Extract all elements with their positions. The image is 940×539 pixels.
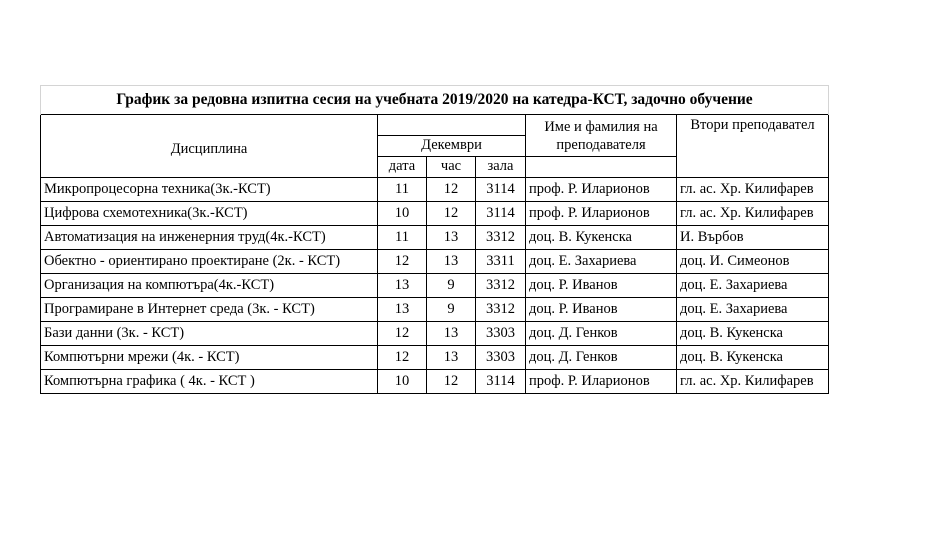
hour-cell: 9 [427, 298, 476, 322]
date-cell: 11 [378, 178, 427, 202]
date-cell: 10 [378, 370, 427, 394]
discipline-cell: Бази данни (3к. - КСТ) [41, 322, 378, 346]
teacher-cell: доц. Д. Генков [526, 322, 677, 346]
table-row [41, 298, 829, 322]
hour-cell: 12 [427, 202, 476, 226]
discipline-cell: Микропроцесорна техника(3к.-КСТ) [41, 178, 378, 202]
header-teacher-line2: преподавателя [556, 137, 646, 154]
header-second-teacher: Втори преподавател [677, 115, 829, 178]
discipline-cell: Програмиране в Интернет среда (3к. - КСТ) [41, 298, 378, 322]
header-discipline: Дисциплина [41, 115, 378, 178]
header-teacher-bottom [526, 157, 677, 178]
schedule-title: График за редовна изпитна сесия на учебната 2019/2020 на катедра-КСТ, задочно обучение [41, 86, 829, 115]
discipline-cell: Организация на компютъра(4к.-КСТ) [41, 274, 378, 298]
room-cell: 3114 [476, 202, 526, 226]
header-date: дата [378, 157, 427, 178]
second-teacher-cell: доц. В. Кукенска [677, 346, 829, 370]
hour-cell: 9 [427, 274, 476, 298]
discipline-cell: Компютърни мрежи (4к. - КСТ) [41, 346, 378, 370]
exam-schedule-table [40, 85, 829, 394]
header-blank-above-month [378, 115, 526, 136]
second-teacher-cell: И. Върбов [677, 226, 829, 250]
second-teacher-cell: гл. ас. Хр. Килифарев [677, 370, 829, 394]
date-cell: 12 [378, 346, 427, 370]
room-cell: 3114 [476, 370, 526, 394]
second-teacher-cell: доц. Е. Захариева [677, 274, 829, 298]
table-row [41, 250, 829, 274]
teacher-cell: доц. Е. Захариева [526, 250, 677, 274]
hour-cell: 13 [427, 250, 476, 274]
room-cell: 3312 [476, 274, 526, 298]
header-month: Декември [378, 136, 526, 157]
header-hour: час [427, 157, 476, 178]
room-cell: 3114 [476, 178, 526, 202]
table-row [41, 370, 829, 394]
date-cell: 13 [378, 298, 427, 322]
second-teacher-cell: гл. ас. Хр. Килифарев [677, 202, 829, 226]
teacher-cell: доц. Р. Иванов [526, 274, 677, 298]
teacher-cell: доц. В. Кукенска [526, 226, 677, 250]
header-teacher [526, 115, 677, 157]
second-teacher-cell: гл. ас. Хр. Килифарев [677, 178, 829, 202]
table-row [41, 322, 829, 346]
teacher-cell: проф. Р. Иларионов [526, 202, 677, 226]
second-teacher-cell: доц. Е. Захариева [677, 298, 829, 322]
date-cell: 11 [378, 226, 427, 250]
header-teacher-line1: Име и фамилия на [544, 119, 658, 135]
second-teacher-cell: доц. В. Кукенска [677, 322, 829, 346]
date-cell: 12 [378, 250, 427, 274]
table-row [41, 202, 829, 226]
room-cell: 3311 [476, 250, 526, 274]
table-row [41, 226, 829, 250]
table-row [41, 274, 829, 298]
exam-schedule-sheet [40, 85, 828, 394]
table-row [41, 178, 829, 202]
discipline-cell: Обектно - ориентирано проектиране (2к. - КСТ) [41, 250, 378, 274]
room-cell: 3312 [476, 226, 526, 250]
table-row [41, 346, 829, 370]
second-teacher-cell: доц. И. Симеонов [677, 250, 829, 274]
discipline-cell: Цифрова схемотехника(3к.-КСТ) [41, 202, 378, 226]
teacher-cell: проф. Р. Иларионов [526, 370, 677, 394]
teacher-cell: доц. Д. Генков [526, 346, 677, 370]
hour-cell: 13 [427, 226, 476, 250]
teacher-cell: доц. Р. Иванов [526, 298, 677, 322]
room-cell: 3303 [476, 346, 526, 370]
hour-cell: 13 [427, 322, 476, 346]
hour-cell: 13 [427, 346, 476, 370]
room-cell: 3303 [476, 322, 526, 346]
discipline-cell: Автоматизация на инженерния труд(4к.-КСТ) [41, 226, 378, 250]
room-cell: 3312 [476, 298, 526, 322]
date-cell: 10 [378, 202, 427, 226]
hour-cell: 12 [427, 178, 476, 202]
date-cell: 13 [378, 274, 427, 298]
discipline-cell: Компютърна графика ( 4к. - КСТ ) [41, 370, 378, 394]
date-cell: 12 [378, 322, 427, 346]
header-room: зала [476, 157, 526, 178]
teacher-cell: проф. Р. Иларионов [526, 178, 677, 202]
hour-cell: 12 [427, 370, 476, 394]
